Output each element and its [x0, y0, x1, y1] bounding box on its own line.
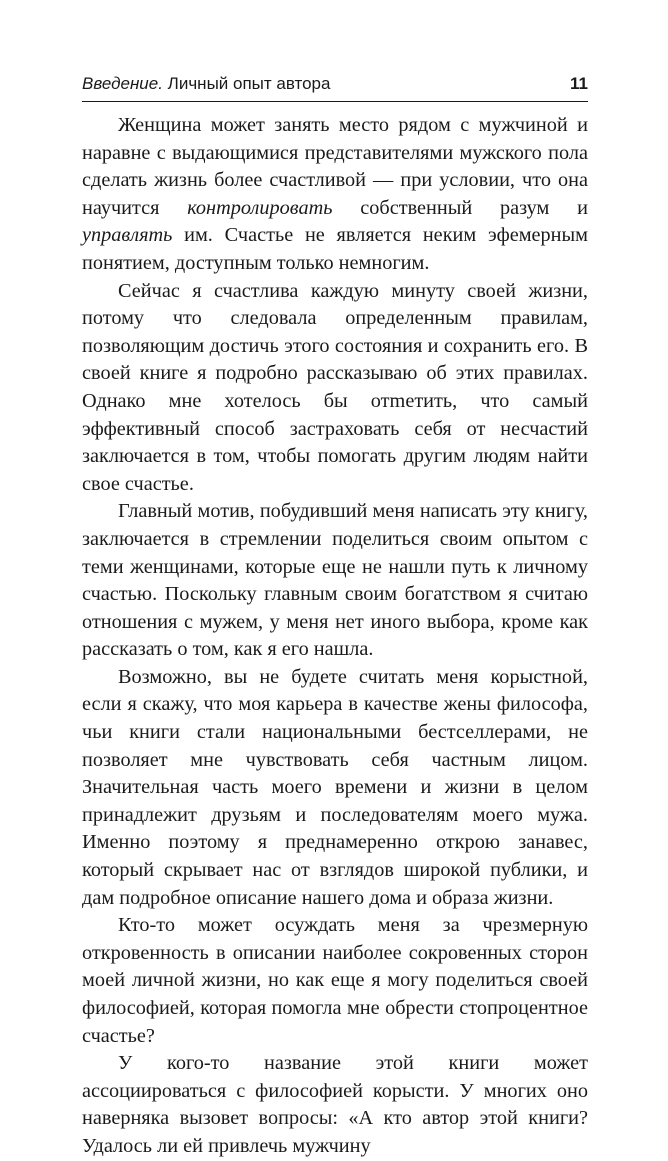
paragraph-1-part-b: собственный разум и — [332, 196, 588, 219]
paragraph-6: У кого-то название этой книги может ассоциироваться с философией корысти. У многих оно наверняка вызовет вопросы: «А кто автор этой книги? Удалось ли ей привлечь мужчину — [82, 1052, 588, 1157]
paragraph-4: Возможно, вы не будете считать меня корыстной, если я скажу, что моя карьера в качестве жены философа, чьи книги стали национальными бестселлерами, не позволяет мне чувствовать себя частным лицом. Значительная часть моего времени и жизни в целом принадлежит друзьям и последователям моего мужа. Именно поэтому я преднамеренно открою занавес, который скрывает нас от взглядов широкой публики, и дам подробное описание нашего дома и образа жизни. — [82, 665, 588, 909]
running-head-title: Личный опыт автора — [162, 74, 331, 93]
paragraph-1-part-c: им. Счастье не является неким эфемерным понятием, доступным только немногим. — [82, 224, 588, 274]
emphasis-control: контролировать — [187, 196, 333, 219]
page-number: 11 — [570, 74, 588, 93]
paragraph-3: Главный мотив, побудивший меня написать эту книгу, заключается в стремлении поделиться своим опытом с теми женщинами, которые еще не нашли путь к личному счастью. Поскольку главным своим богатством я считаю отношения с мужем, у меня нет иного выбора, кроме как рассказать о том, как я его нашла. — [82, 500, 588, 661]
paragraph-1 — [82, 112, 588, 278]
paragraph-2: Сейчас я счастлива каждую минуту своей жизни, потому что следовала определенным правилам, позволяющим достичь этого состояния и сохранить его. В своей книге я подробно рассказываю об этих правилах. Однако мне хотелось бы отmетить, что самый эффективный способ застраховать себя от несчастий заключается в том, чтобы помогать другим людям найти свое счастье. — [82, 279, 588, 495]
emphasis-manage: управлять — [82, 224, 173, 247]
paragraph-1-part-a: Женщина может занять место рядом с мужчиной и наравне с выдающимися представителями мужского пола сделать жизнь более счастливой — при условии, что она научится — [82, 114, 588, 219]
paragraph-5: Кто-то может осуждать меня за чрезмерную откровенность в описании наиболее сокровенных сторон моей личной жизни, но как еще я могу поделиться своей философией, которая помогла мне обрести стопроцентное счастье? — [82, 914, 588, 1047]
running-head — [82, 72, 588, 96]
body-text — [82, 112, 588, 1161]
header-rule — [82, 101, 588, 102]
running-head-section: Введение. — [82, 74, 163, 93]
